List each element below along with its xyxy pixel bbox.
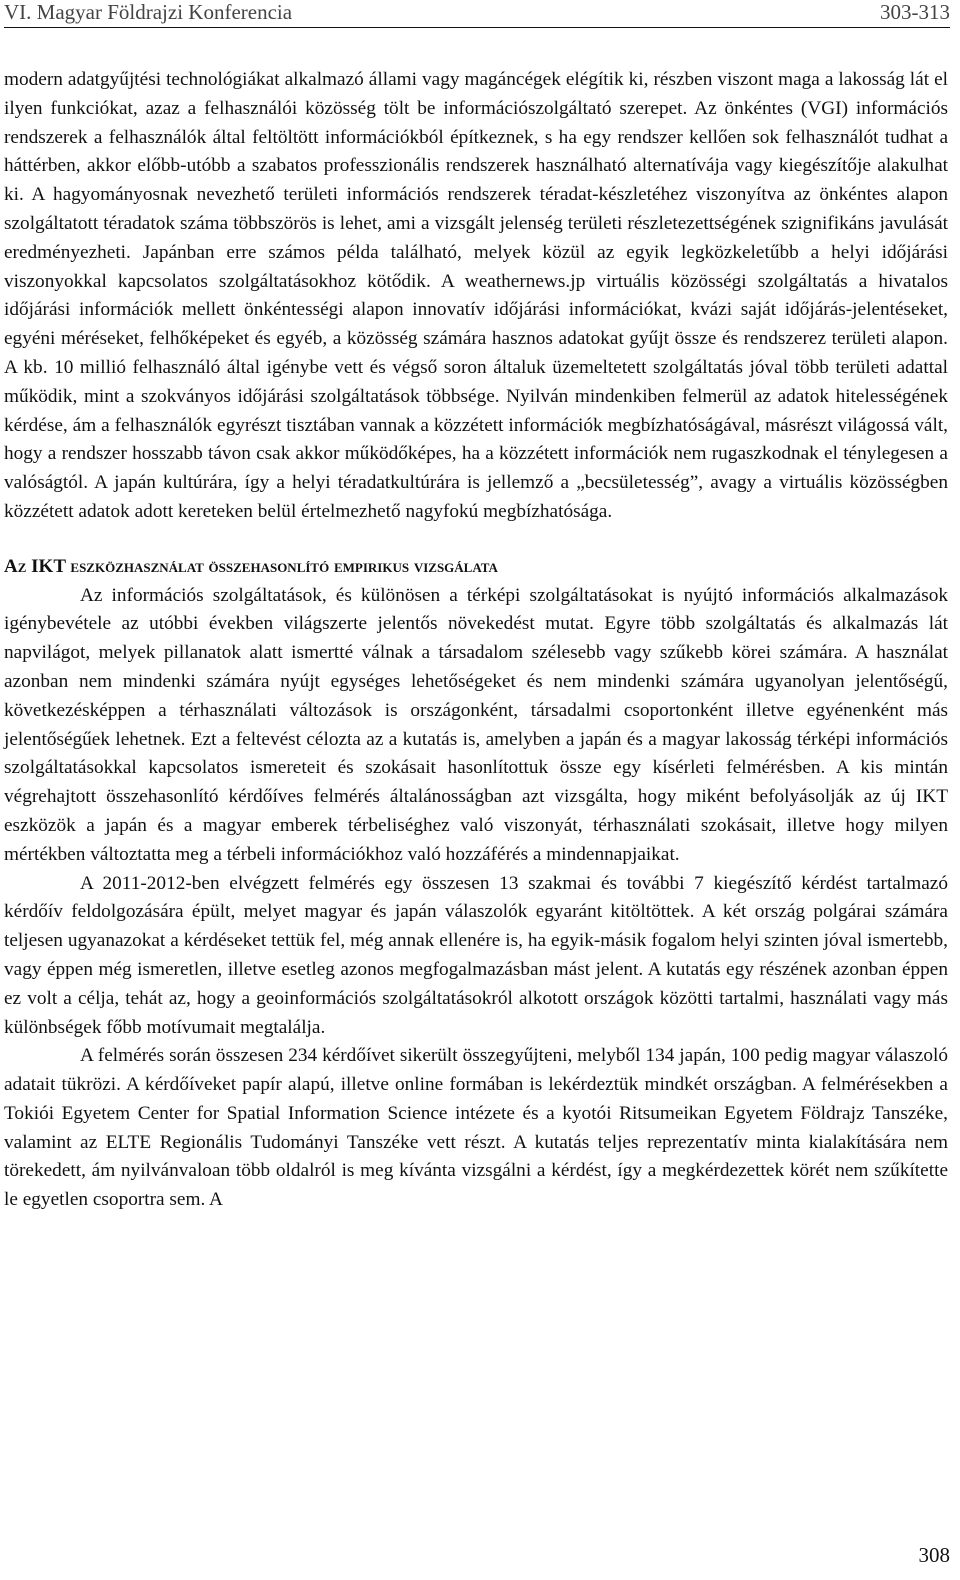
page-range: 303-313 (880, 0, 950, 24)
conference-title: VI. Magyar Földrajzi Konferencia (4, 0, 293, 24)
section-heading: Az IKT eszközhasználat összehasonlító empirikus vizsgálata (4, 555, 498, 577)
running-header (4, 0, 950, 28)
paragraph-ikt-1: Az információs szolgáltatások, és különösen a térképi szolgáltatásokat is nyújtó információs alkalmazások igénybevétele az utóbbi években világszerte jelentős növekedést mutat. Egyre több szolgáltatás és alkalmazás lát napvilágot, melyek pillanatok alatt ismertté válnak a társadalom szélesebb vagy szűkebb körei számára. A használat azonban nem mindenki számára nyújt egységes lehetőségeket és nem mindenki számára ugyanolyan jelentőségű, következésképpen a térhasználati változások is országonként, társadalmi csoportonként illetve egyénenként más jelentőségűek lehetnek. Ezt a feltevést célozta az a kutatás is, amelyben a japán és a magyar lakosság térképi információs szolgáltatásokkal kapcsolatos ismereteit és szokásait hasonlítottuk össze egy kísérleti felmérésben. A kis mintán végrehajtott összehasonlító kérdőíves felmérés általánosságban azt vizsgálta, hogy miként befolyásolják az új IKT eszközök a japán és a magyar emberek térbeliséghez való viszonyát, térhasználati szokásait, illetve hogy milyen mértékben változtatta meg a térbeli információkhoz való hozzáférés a mindennapjaikat. (4, 584, 948, 865)
body-text (4, 66, 948, 1215)
paragraph-ikt-2: A 2011-2012-ben elvégzett felmérés egy összesen 13 szakmai és további 7 kiegészítő kérdést tartalmazó kérdőív feldolgozására épült, melyet magyar és japán válaszolók egyaránt kitöltöttek. A két ország polgárai számára teljesen ugyanazokat a kérdéseket tettük fel, még annak ellenére is, ha egyik-másik fogalom helyi szinten jóval ismertebb, vagy éppen még ismeretlen, illetve esetleg azonos megfogalmazásban mást jelent. A kutatás egy részének azonban éppen ez volt a célja, tehát az, hogy a geoinformációs szolgáltatásokról alkotott országok közötti tartalmi, használati vagy más különbségek főbb motívumait megtalálja. (4, 872, 948, 1038)
paragraph-intro: modern adatgyűjtési technológiákat alkalmazó állami vagy magáncégek elégítik ki, részben viszont maga a lakosság lát el ilyen funkciókat, azaz a felhasználói közösség tölt be információszolgáltató szerepet. Az önkéntes (VGI) információs rendszerek a felhasználók által feltöltött információkból építkeznek, s ha egy rendszer kellően sok felhasználót tudhat a háttérben, akkor előbb-utóbb a szabatos professzionális rendszerek használható alternatívája vagy kiegészítője alakulhat ki. A hagyományosnak nevezhető területi információs rendszerek téradat-készletéhez viszonyítva az önkéntes alapon szolgáltatott téradatok száma többszörös is lehet, ami a vizsgált jelenség területi részletezettségének szignifikáns javulását eredményezheti. Japánban erre számos példa található, melyek közül az egyik legközkeletűbb a helyi időjárási viszonyokkal kapcsolatos szolgáltatásokhoz kötődik. A weathernews.jp virtuális közösségi szolgáltatás a hivatalos időjárási információk mellett önkéntességi alapon innovatív időjárási információkat, kvázi saját időjárás-jelentéseket, egyéni méréseket, felhőképeket és egyéb, a közösség számára hasznos adatokat gyűjt össze és rendszerez területi alapon. A kb. 10 millió felhasználó által igénybe vett és végső soron általuk üzemeltetett szolgáltatás jóval több területi adattal működik, mint a szokványos időjárási szolgáltatások többsége. Nyilván mindenkiben felmerül az adatok hitelességének kérdése, ám a felhasználók egyrészt tisztában vannak a közzétett információk megbízhatóságával, másrészt világossá vált, hogy a rendszer hosszabb távon csak akkor működőképes, ha a közzétett információk nem rugaszkodnak el ténylegesen a valóságtól. A japán kultúrára, így a helyi téradatkultúrára is jellemző a „becsületesség”, avagy a virtuális közösségben közzétett adatok adott kereteken belül értelmezhető nagyfokú megbízhatósága. (4, 69, 948, 522)
paragraph-ikt-3: A felmérés során összesen 234 kérdőívet sikerült összegyűjteni, melyből 134 japán, 100 pedig magyar válaszoló adatait tükrözi. A kérdőíveket papír alapú, illetve online formában is lekérdeztük mindkét országban. A felmérésekben a Tokiói Egyetem Center for Spatial Information Science intézete és a kyotói Ritsumeikan Egyetem Földrajz Tanszéke, valamint az ELTE Regionális Tudományi Tanszéke vett részt. A kutatás teljes reprezentatív minta kialakítására nem törekedett, ám nyilvánvaloan több oldalról is meg kívánta vizsgálni a kérdést, így a megkérdezettek körét nem szűkítette le egyetlen csoportra sem. A (4, 1045, 948, 1211)
page-number: 308 (918, 1543, 950, 1567)
